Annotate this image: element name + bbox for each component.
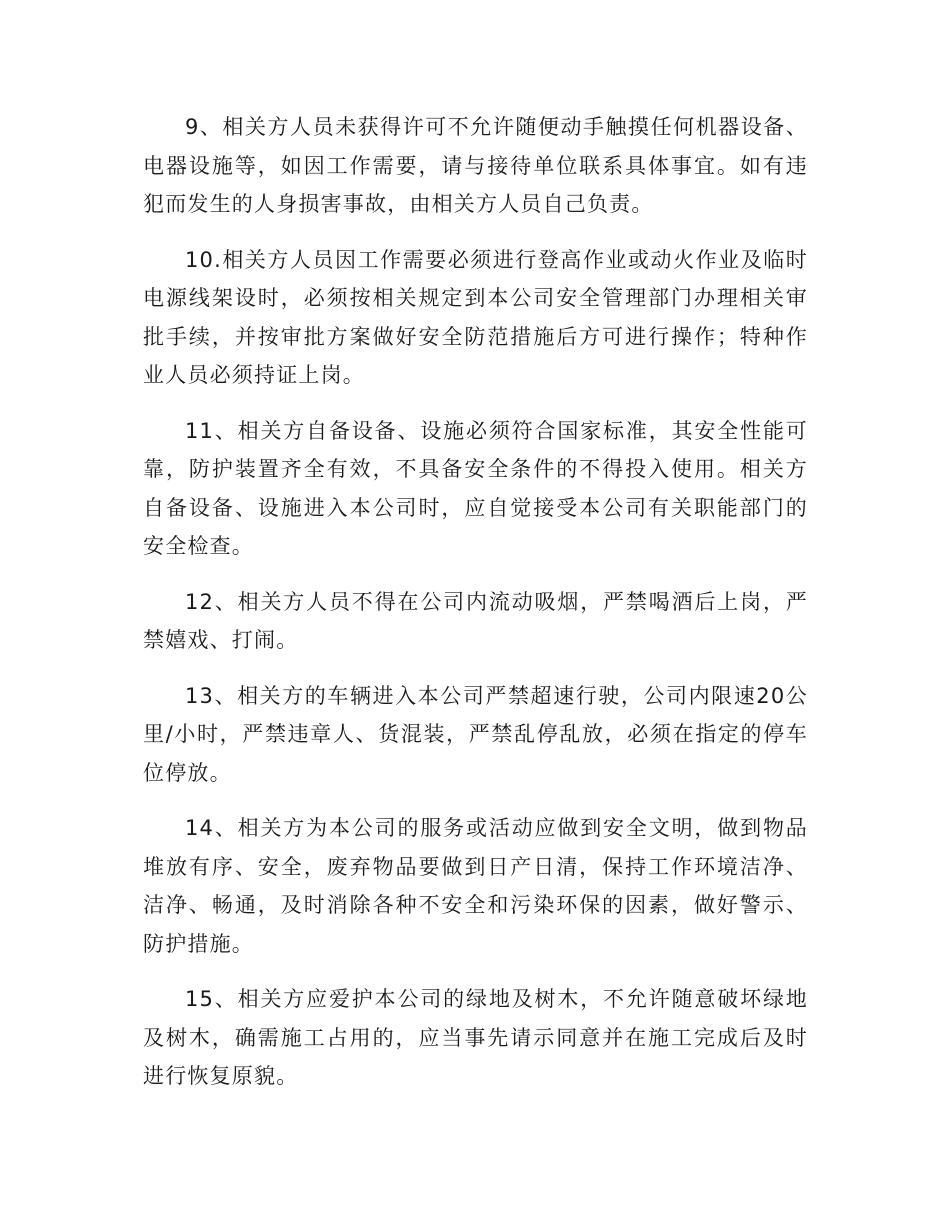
paragraph-item-9: 9、相关方人员未获得许可不允许随便动手触摸任何机器设备、电器设施等，如因工作需要，请与接待单位联系具体事宜。如有违犯而发生的人身损害事故，由相关方人员自己负责。: [143, 115, 808, 216]
paragraph-item-15: 15、相关方应爱护本公司的绿地及树木，不允许随意破坏绿地及树木，确需施工占用的，应当事先请示同意并在施工完成后及时进行恢复原貌。: [143, 987, 808, 1088]
paragraph-item-11: 11、相关方自备设备、设施必须符合国家标准，其安全性能可靠，防护装置齐全有效，不具备安全条件的不得投入使用。相关方自备设备、设施进入本公司时，应自觉接受本公司有关职能部门的安全检查。: [143, 418, 808, 558]
paragraph-item-12: 12、相关方人员不得在公司内流动吸烟，严禁喝酒后上岗，严禁嬉戏、打闹。: [143, 589, 808, 652]
paragraph-item-10: 10.相关方人员因工作需要必须进行登高作业或动火作业及临时电源线架设时，必须按相关规定到本公司安全管理部门办理相关审批手续，并按审批方案做好安全防范措施后方可进行操作；特种作业人员必须持证上岗。: [143, 247, 808, 387]
document-body: [143, 108, 808, 1113]
paragraph-item-14: 14、相关方为本公司的服务或活动应做到安全文明，做到物品堆放有序、安全，废弃物品要做到日产日清，保持工作环境洁净、洁净、畅通，及时消除各种不安全和污染环保的因素，做好警示、防护措施。: [143, 816, 808, 956]
paragraph-item-13: 13、相关方的车辆进入本公司严禁超速行驶，公司内限速20公里/小时，严禁违章人、货混装，严禁乱停乱放，必须在指定的停车位停放。: [143, 683, 808, 785]
